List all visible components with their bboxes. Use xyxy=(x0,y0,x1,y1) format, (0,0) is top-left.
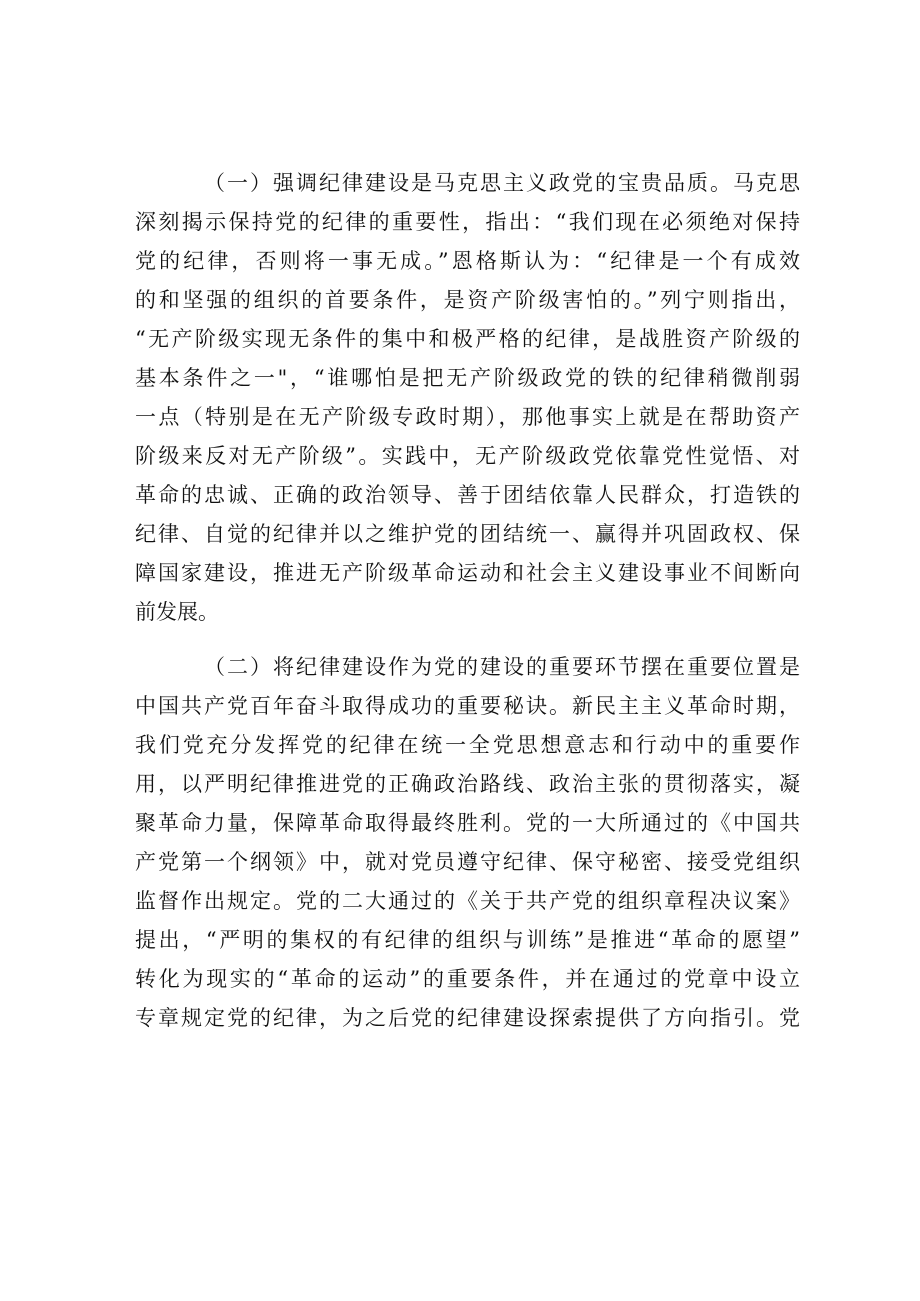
text-line: 用，以严明纪律推进党的正确政治路线、政治主张的贯彻落实，凝 xyxy=(135,772,800,796)
text-line: 产党第一个纲领》中，就对党员遵守纪律、保守秘密、接受党组织 xyxy=(135,850,800,874)
text-line: 我们党充分发挥党的纪律在统一全党思想意志和行动中的重要作 xyxy=(135,733,800,757)
text-line: 党的纪律，否则将一事无成。”恩格斯认为：“纪律是一个有成效 xyxy=(135,249,800,273)
text-line: 纪律、自觉的纪律并以之维护党的团结统一、赢得并巩固政权、保 xyxy=(135,522,800,546)
text-line: 深刻揭示保持党的纪律的重要性，指出：“我们现在必须绝对保持 xyxy=(135,210,800,234)
text-line: 一点（特别是在无产阶级专政时期），那他事实上就是在帮助资产 xyxy=(135,405,800,429)
text-line: 专章规定党的纪律，为之后党的纪律建设探索提供了方向指引。党 xyxy=(135,1006,800,1030)
document-body xyxy=(135,164,800,1038)
text-line: 监督作出规定。党的二大通过的《关于共产党的组织章程决议案》 xyxy=(135,889,800,913)
paragraph-spacer xyxy=(135,632,800,648)
paragraph-2 xyxy=(135,648,800,1038)
text-line: “无产阶级实现无条件的集中和极严格的纪律，是战胜资产阶级的 xyxy=(135,327,800,351)
text-line: （一）强调纪律建设是马克思主义政党的宝贵品质。马克思 xyxy=(204,171,800,195)
text-line: 的和坚强的组织的首要条件，是资产阶级害怕的。”列宁则指出， xyxy=(135,288,800,312)
paragraph-1 xyxy=(135,164,800,632)
text-line: 提出，“严明的集权的有纪律的组织与训练”是推进“革命的愿望” xyxy=(135,928,800,952)
text-line: 前发展。 xyxy=(135,600,219,624)
text-line: 革命的忠诚、正确的政治领导、善于团结依靠人民群众，打造铁的 xyxy=(135,483,800,507)
text-line: （二）将纪律建设作为党的建设的重要环节摆在重要位置是 xyxy=(204,655,800,679)
text-line: 基本条件之一"，“谁哪怕是把无产阶级政党的铁的纪律稍微削弱 xyxy=(135,366,800,390)
text-line: 转化为现实的“革命的运动”的重要条件，并在通过的党章中设立 xyxy=(135,967,800,991)
text-line: 中国共产党百年奋斗取得成功的重要秘诀。新民主主义革命时期， xyxy=(135,694,800,718)
text-line: 阶级来反对无产阶级”。实践中，无产阶级政党依靠党性觉悟、对 xyxy=(135,444,800,468)
text-line: 聚革命力量，保障革命取得最终胜利。党的一大所通过的《中国共 xyxy=(135,811,800,835)
text-line: 障国家建设，推进无产阶级革命运动和社会主义建设事业不间断向 xyxy=(135,561,800,585)
